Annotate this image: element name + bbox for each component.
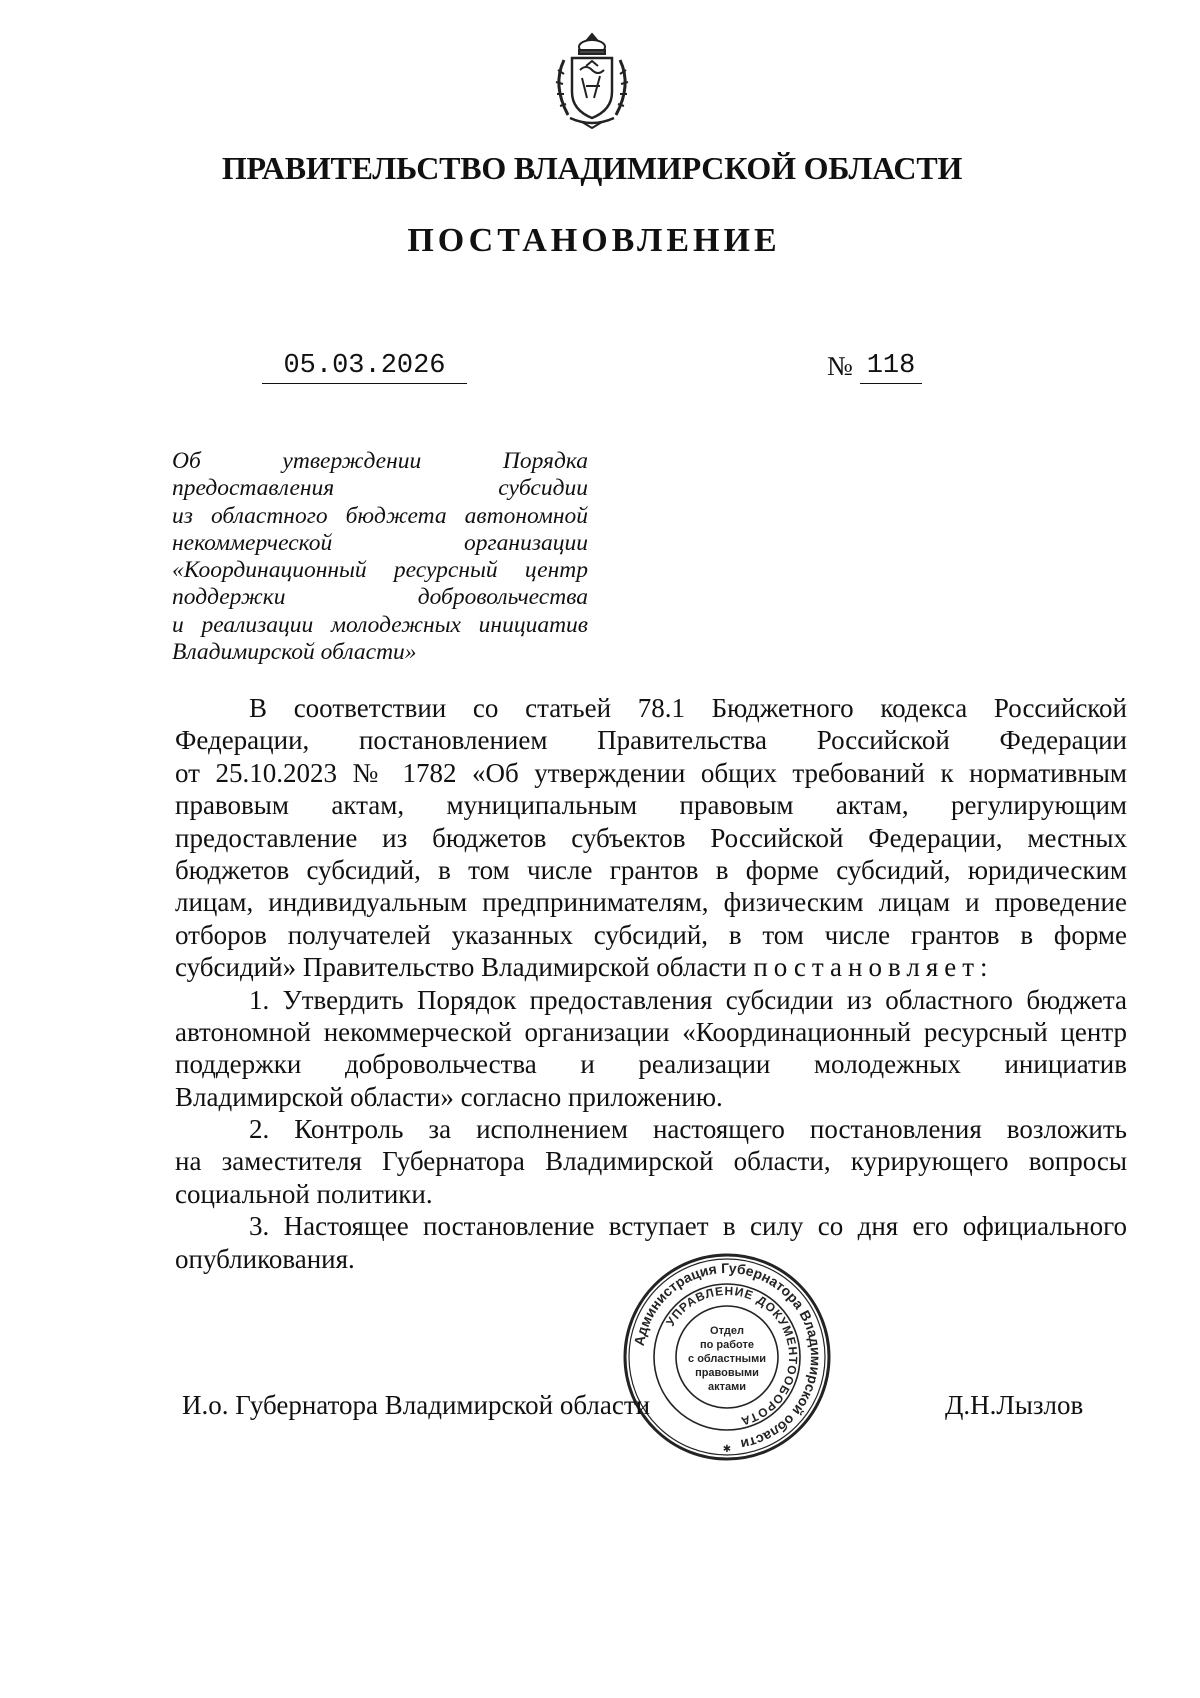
stamp-center-line: с областными	[688, 1353, 766, 1365]
body-line: В соответствии со статьей 78.1 Бюджетного кодекса Российской	[249, 693, 1127, 723]
subject-line: из областного бюджета автономной	[172, 502, 588, 529]
item-3-line: опубликования.	[175, 1243, 355, 1274]
stamp-center-line: актами	[707, 1381, 747, 1393]
document-subject	[172, 448, 588, 666]
subject-line: предоставления субсидии	[172, 475, 588, 502]
item-1-line: поддержки добровольчества и реализации молодежных инициатив	[175, 1049, 1127, 1080]
signer-name: Д.Н.Лызлов	[945, 1390, 1084, 1420]
document-body	[175, 692, 1127, 1275]
item-1-line: 1. Утвердить Порядок предоставления субсидии из областного бюджета	[249, 984, 1127, 1015]
preamble-tail: субсидий» Правительство Владимирской области	[175, 952, 747, 983]
body-line: лицам, индивидуальным предпринимателям, физическим лицам и проведение	[175, 887, 1127, 918]
subject-line: Владимирской области»	[172, 639, 417, 666]
item-2-line: 2. Контроль за исполнением настоящего постановления возложить	[249, 1114, 1127, 1145]
stamp-center-line: правовыми	[695, 1367, 759, 1379]
coat-of-arms-icon	[542, 30, 642, 130]
stamp-center-line: Отдел	[710, 1325, 744, 1337]
subject-line: некоммерческой организации	[172, 529, 588, 556]
body-line: предоставление из бюджетов субъектов Российской Федерации, местных	[175, 822, 1127, 853]
item-1-line: Владимирской области» согласно приложению.	[175, 1081, 723, 1112]
item-2-line: социальной политики.	[175, 1178, 433, 1209]
body-line: от 25.10.2023 № 1782 «Об утверждении общих требований к нормативным	[175, 757, 1127, 788]
item-2-line: на заместителя Губернатора Владимирской области, курирующего вопросы	[175, 1146, 1127, 1177]
government-title: ПРАВИТЕЛЬСТВО ВЛАДИМИРСКОЙ ОБЛАСТИ	[221, 150, 963, 186]
signer-title: И.о. Губернатора Владимирской области	[182, 1390, 651, 1420]
subject-line: «Координационный ресурсный центр	[172, 557, 588, 584]
stamp-center-line: по работе	[699, 1339, 755, 1351]
stamp-inner-ring: УПРАВЛЕНИЕ ДОКУМЕНТООБОРОТА	[663, 1283, 801, 1429]
body-line: Федерации, постановлением Правительства Российской Федерации	[175, 725, 1127, 756]
body-line: отборов получателей указанных субсидий, в том числе грантов в форме	[175, 919, 1127, 950]
official-stamp	[622, 1252, 832, 1462]
item-3-line: 3. Настоящее постановление вступает в силу со дня его официального	[249, 1211, 1127, 1242]
stamp-star-icon: ✱	[722, 1444, 732, 1455]
subject-line: и реализации молодежных инициатив	[172, 611, 588, 638]
body-line	[175, 951, 1127, 983]
document-date: 05.03.2026	[262, 350, 467, 384]
item-1-line: автономной некоммерческой организации «Координационный ресурсный центр	[175, 1016, 1127, 1047]
subject-line: поддержки добровольчества	[172, 584, 588, 611]
document-type: ПОСТАНОВЛЕНИЕ	[407, 222, 781, 259]
body-line: правовым актам, муниципальным правовым актам, регулирующим	[175, 790, 1127, 821]
body-line: бюджетов субсидий, в том числе грантов в форме субсидий, юридическим	[175, 854, 1127, 885]
document-number: 118	[860, 350, 922, 384]
subject-line: Об утверждении Порядка	[172, 448, 588, 474]
stamp-outer-ring: Администрация Губернатора Владимирской области	[630, 1259, 825, 1453]
number-label: №	[827, 351, 853, 381]
resolves-word: постановляет:	[753, 952, 994, 983]
